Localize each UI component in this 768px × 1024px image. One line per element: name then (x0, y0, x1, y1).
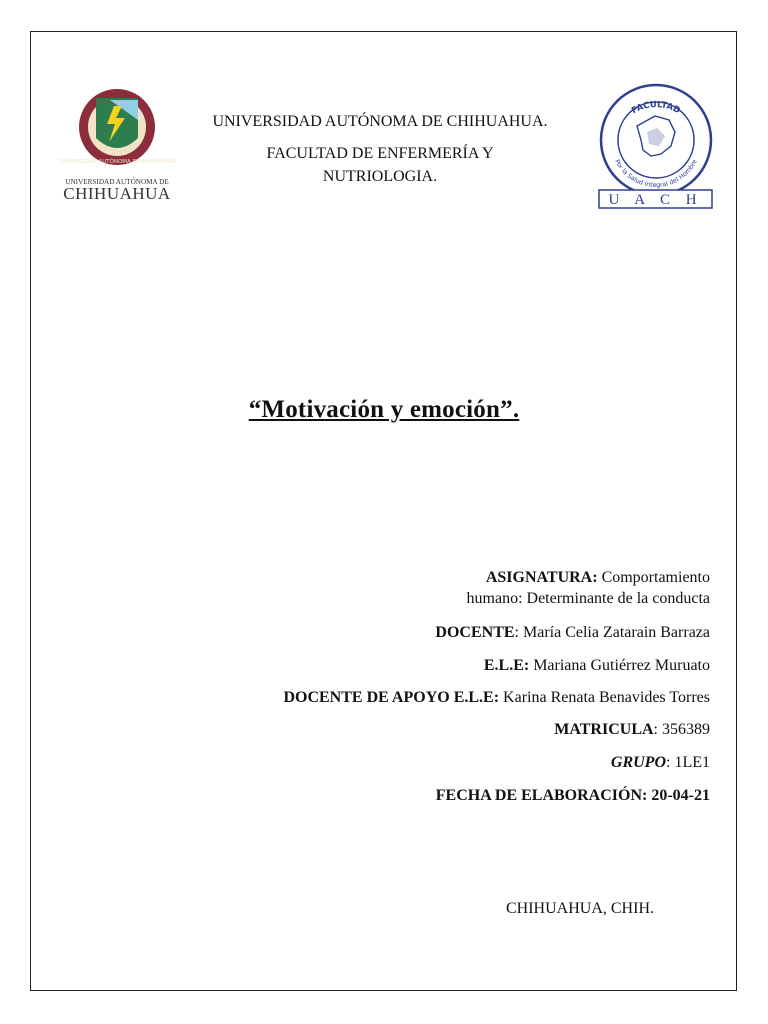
seal-ring-text: UNIVERSIDAD AUTÓNOMA DE CHIHUAHUA (58, 159, 176, 165)
docente-line (435, 623, 710, 643)
faculty-line1: FACULTAD DE ENFERMERÍA Y (266, 145, 494, 162)
matricula-label: MATRICULA (554, 721, 654, 738)
asignatura-label: ASIGNATURA: (485, 569, 598, 586)
fecha-label: FECHA DE ELABORACIÓN: 20-04-21 (435, 787, 710, 804)
apoyo-label: DOCENTE DE APOYO E.L.E: (283, 689, 500, 706)
grupo-label: GRUPO (610, 754, 666, 771)
uach-seal-logo (52, 80, 182, 205)
docente-label: DOCENTE (435, 624, 515, 641)
ele-line (484, 656, 710, 676)
document-title: “Motivación y emoción”. (248, 396, 520, 423)
faculty-line2: NUTRIOLOGIA. (322, 168, 438, 185)
university-name: UNIVERSIDAD AUTÓNOMA DE CHIHUAHUA. (212, 113, 548, 130)
grupo-line (611, 753, 710, 773)
matricula-line (554, 720, 710, 740)
seal-ring-text: Por la Salud Integral del Hombre (613, 158, 699, 190)
ele-value: Mariana Gutiérrez Muruato (529, 657, 710, 674)
footer-location: CHIHUAHUA, CHIH. (506, 900, 654, 917)
seal-top-text: FACULTAD (630, 99, 682, 117)
asignatura-value-2: humano: Determinante de la conducta (466, 590, 710, 607)
grupo-value: : 1LE1 (666, 754, 710, 771)
logo-caption-big: CHIHUAHUA (63, 184, 171, 203)
asignatura-line1 (486, 568, 710, 588)
apoyo-line (283, 688, 710, 708)
faculty-seal-logo (597, 80, 714, 210)
matricula-value: : 356389 (653, 721, 710, 738)
uach-acronym: U A C H (608, 192, 703, 208)
apoyo-value: Karina Renata Benavides Torres (499, 689, 710, 706)
logo-caption-small: UNIVERSIDAD AUTÓNOMA DE (65, 178, 169, 186)
ele-label: E.L.E: (483, 657, 530, 674)
docente-value: : María Celia Zatarain Barraza (514, 624, 710, 641)
fecha-line (436, 786, 710, 806)
asignatura-value-1: Comportamiento (597, 569, 710, 586)
